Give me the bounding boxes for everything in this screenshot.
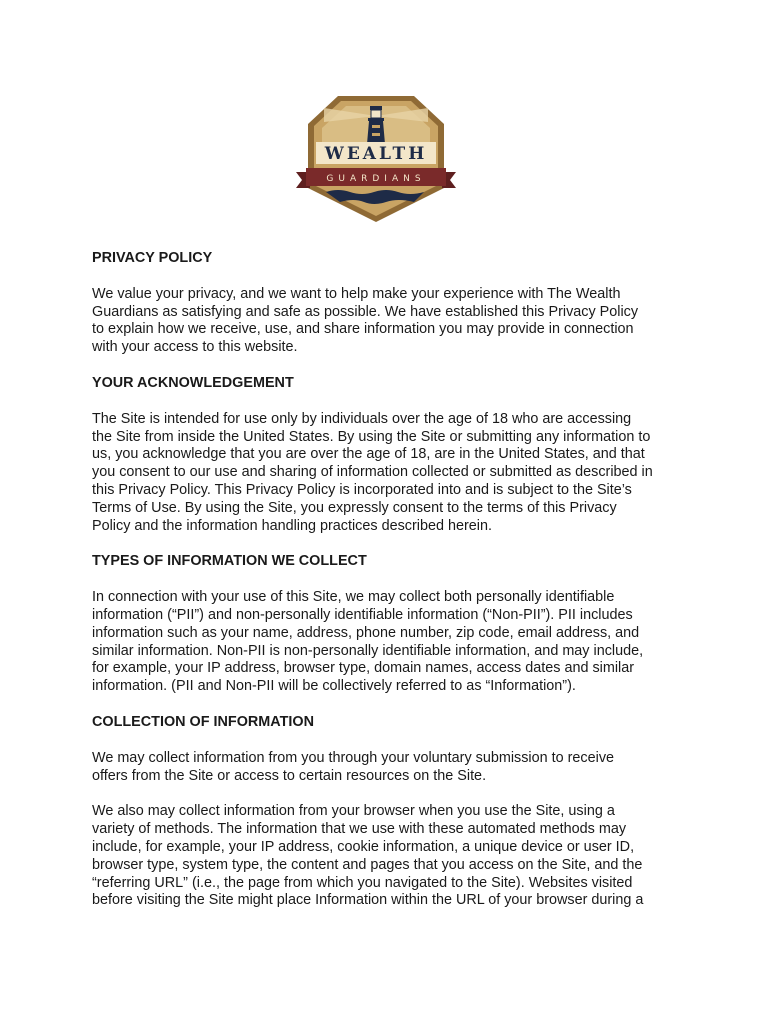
section-paragraph xyxy=(92,803,692,910)
section-paragraph xyxy=(92,411,692,536)
paragraph-line: information such as your name, address, phone number, zip code, email address, and xyxy=(92,624,640,641)
wealth-guardians-logo xyxy=(294,92,458,226)
section-heading: YOUR ACKNOWLEDGEMENT xyxy=(92,374,294,391)
paragraph-line: We also may collect information from your browser when you use the Site, using a xyxy=(92,803,615,820)
policy-content xyxy=(92,250,692,928)
section-heading: TYPES OF INFORMATION WE COLLECT xyxy=(92,553,367,570)
paragraph-line: information. (PII and Non-PII will be collectively referred to as “Information”). xyxy=(92,678,576,695)
paragraph-line: Guardians as satisfying and safe as possible. We have established this Privacy Policy xyxy=(92,303,639,320)
paragraph-line: for example, your IP address, browser type, domain names, access dates and similar xyxy=(92,660,635,677)
paragraph-line: before visiting the Site might place Information within the URL of your browser during a xyxy=(92,892,644,909)
paragraph-line: you consent to our use and sharing of information collected or submitted as described in xyxy=(92,464,653,481)
paragraph-line: to explain how we receive, use, and share information you may provide in connection xyxy=(92,321,634,338)
paragraph-line: Policy and the information handling practices described herein. xyxy=(92,517,492,534)
paragraph-line: We value your privacy, and we want to help make your experience with The Wealth xyxy=(92,285,621,302)
paragraph-line: similar information. Non-PII is non-personally identifiable information, and may include, xyxy=(92,642,644,659)
paragraph-line: Terms of Use. By using the Site, you expressly consent to the terms of this Privacy xyxy=(92,499,617,516)
logo-bottom-word: GUARDIANS xyxy=(326,174,426,184)
section-heading: COLLECTION OF INFORMATION xyxy=(92,713,314,730)
paragraph-line: with your access to this website. xyxy=(92,339,298,356)
paragraph-line: this Privacy Policy. This Privacy Policy is incorporated into and is subject to the Site’s xyxy=(92,481,632,498)
section-paragraph xyxy=(92,750,692,786)
logo-top-word: WEALTH xyxy=(324,144,428,164)
paragraph-line: offers from the Site or access to certain resources on the Site. xyxy=(92,767,487,784)
paragraph-line: information (“PII”) and non-personally identifiable information (“Non-PII”). PII includes xyxy=(92,606,633,623)
paragraph-line: The Site is intended for use only by individuals over the age of 18 who are accessing xyxy=(92,410,632,427)
paragraph-line: In connection with your use of this Site, we may collect both personally identifiable xyxy=(92,589,615,606)
paragraph-line: us, you acknowledge that you are over the age of 18, are in the United States, and that xyxy=(92,446,645,463)
section-paragraph xyxy=(92,589,692,696)
paragraph-line: variety of methods. The information that we use with these automated methods may xyxy=(92,821,627,838)
section-heading: PRIVACY POLICY xyxy=(92,250,213,266)
paragraph-line: We may collect information from you through your voluntary submission to receive xyxy=(92,749,615,766)
paragraph-line: “referring URL” (i.e., the page from which you navigated to the Site). Websites visited xyxy=(92,874,633,891)
paragraph-line: browser type, system type, the content and pages that you access on the Site, and the xyxy=(92,856,643,873)
paragraph-line: the Site from inside the United States. By using the Site or submitting any information to xyxy=(92,428,651,445)
paragraph-line: include, for example, your IP address, cookie information, a unique device or user ID, xyxy=(92,838,635,855)
section-paragraph xyxy=(92,286,692,357)
